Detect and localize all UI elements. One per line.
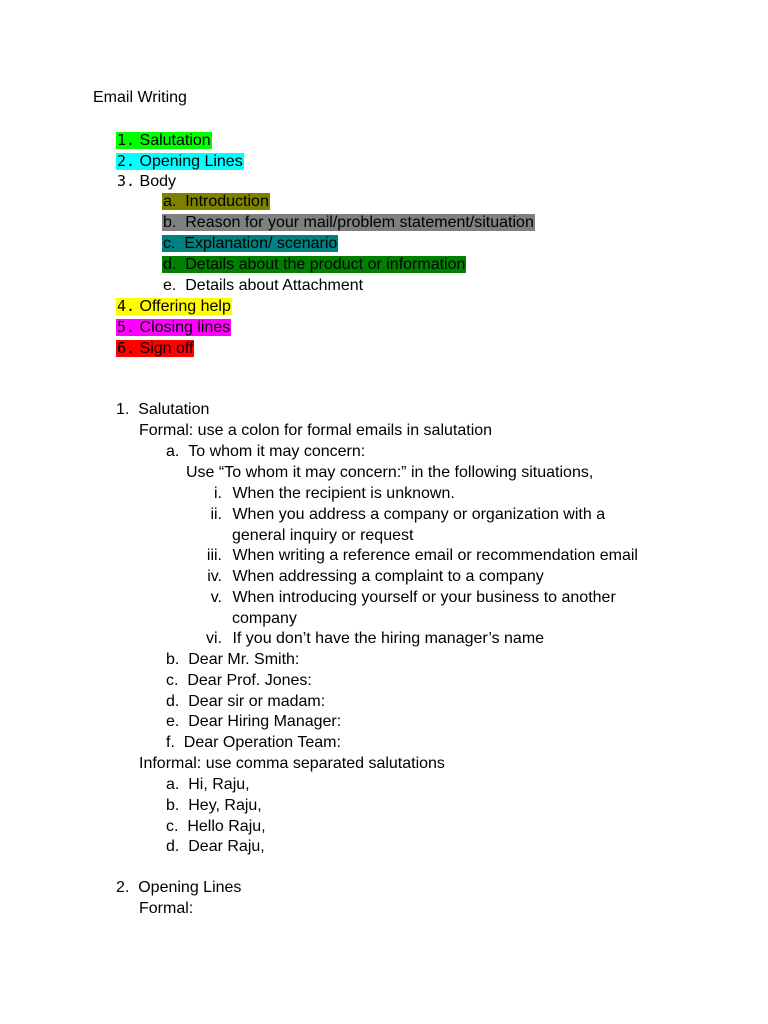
situation-text: When introducing yourself or your business to another [232, 589, 616, 606]
formal-example [166, 712, 341, 732]
item-letter: c. [166, 818, 179, 835]
roman-numeral: v. [210, 589, 222, 606]
outline-subitem [162, 213, 535, 233]
outline-highlight [116, 340, 194, 357]
situation-item [200, 629, 544, 649]
outline-item [116, 130, 212, 150]
roman-numeral: iv. [207, 568, 222, 585]
item-label: Dear Mr. Smith: [188, 651, 300, 668]
outline-item [116, 317, 231, 337]
informal-example [166, 775, 250, 795]
outline-highlight [116, 153, 244, 170]
outline-letter: a. [163, 193, 177, 210]
outline-letter: b. [163, 214, 177, 231]
situation-text-continued: company [232, 610, 297, 627]
roman-numeral: iii. [206, 547, 222, 564]
situation-text-continued: general inquiry or request [232, 527, 414, 544]
item-label: Dear Hiring Manager: [188, 713, 342, 730]
formal-example [166, 650, 299, 670]
section-title: Salutation [138, 401, 210, 418]
outline-highlight [116, 132, 212, 149]
outline-highlight [162, 193, 270, 210]
item-label: Hello Raju, [187, 818, 266, 835]
item-letter: d. [166, 693, 180, 710]
situation-text: When writing a reference email or recommendation email [232, 547, 638, 564]
outline-label: Explanation/ scenario [184, 235, 338, 252]
item-letter: b. [166, 797, 180, 814]
informal-intro: Informal: use comma separated salutations [139, 755, 445, 772]
outline-subitem [162, 276, 364, 296]
formal-intro: Formal: use a colon for formal emails in salutation [139, 422, 493, 439]
outline-item [116, 338, 194, 358]
formal-item-a [166, 442, 365, 462]
outline-label: Sign off [139, 340, 194, 357]
outline-item [116, 151, 244, 171]
situation-text: When you address a company or organization with a [232, 506, 606, 523]
outline-label: Reason for your mail/problem statement/situation [185, 214, 534, 231]
formal-example [166, 733, 341, 753]
item-letter: e. [166, 713, 180, 730]
situation-text: If you don’t have the hiring manager’s name [232, 630, 545, 647]
informal-example [166, 837, 265, 857]
item-label: Dear Prof. Jones: [187, 672, 312, 689]
informal-example [166, 817, 266, 837]
outline-label: Details about the product or information [185, 256, 466, 273]
outline-highlight [162, 235, 338, 252]
situation-text: When the recipient is unknown. [232, 485, 455, 502]
outline-highlight [162, 277, 364, 294]
outline-label: Introduction [185, 193, 269, 210]
formal-example [166, 671, 312, 691]
situation-text: When addressing a complaint to a company [232, 568, 544, 585]
outline-item [116, 171, 177, 191]
outline-label: Opening Lines [139, 153, 243, 170]
outline-label: Offering help [139, 298, 231, 315]
formal-label: Formal: [139, 900, 194, 917]
situation-item [200, 505, 605, 525]
outline-number: 4. [117, 297, 136, 315]
item-letter: c. [166, 672, 179, 689]
outline-label: Closing lines [139, 319, 231, 336]
formal-item-a-description: Use “To whom it may concern:” in the following situations, [186, 464, 594, 481]
item-letter: a. [166, 776, 180, 793]
outline-label: Details about Attachment [185, 277, 364, 294]
informal-example [166, 796, 262, 816]
item-letter: d. [166, 838, 180, 855]
situation-item [200, 567, 544, 587]
item-letter: a. [166, 443, 180, 460]
outline-subitem [162, 255, 466, 275]
outline-subitem [162, 234, 338, 254]
outline-number: 6. [117, 339, 136, 357]
item-label: To whom it may concern: [188, 443, 366, 460]
outline-label: Body [139, 173, 176, 190]
formal-example [166, 692, 325, 712]
item-label: Dear Raju, [188, 838, 265, 855]
item-label: Hey, Raju, [188, 797, 262, 814]
item-letter: b. [166, 651, 180, 668]
section-number: 2. [116, 879, 130, 896]
item-letter: f. [166, 734, 175, 751]
item-label: Dear sir or madam: [188, 693, 326, 710]
roman-numeral: i. [214, 485, 222, 502]
situation-item [200, 484, 455, 504]
item-label: Dear Operation Team: [183, 734, 341, 751]
outline-letter: e. [163, 277, 177, 294]
outline-highlight [116, 319, 231, 336]
outline-letter: c. [163, 235, 176, 252]
situation-item [200, 588, 616, 608]
outline-highlight [162, 214, 535, 231]
outline-highlight [116, 173, 177, 190]
outline-item [116, 296, 232, 316]
outline-highlight [162, 256, 466, 273]
outline-number: 2. [117, 152, 136, 170]
section-heading [116, 878, 241, 898]
roman-numeral: ii. [210, 506, 222, 523]
outline-number: 5. [117, 318, 136, 336]
section-number: 1. [116, 401, 130, 418]
outline-number: 3. [117, 172, 136, 190]
section-title: Opening Lines [138, 879, 242, 896]
outline-letter: d. [163, 256, 177, 273]
section-heading [116, 400, 209, 420]
outline-label: Salutation [139, 132, 211, 149]
item-label: Hi, Raju, [188, 776, 250, 793]
outline-subitem [162, 192, 270, 212]
roman-numeral: vi. [206, 630, 222, 647]
situation-item [200, 546, 638, 566]
outline-highlight [116, 298, 232, 315]
outline-number: 1. [117, 131, 136, 149]
document-title: Email Writing [93, 89, 187, 106]
